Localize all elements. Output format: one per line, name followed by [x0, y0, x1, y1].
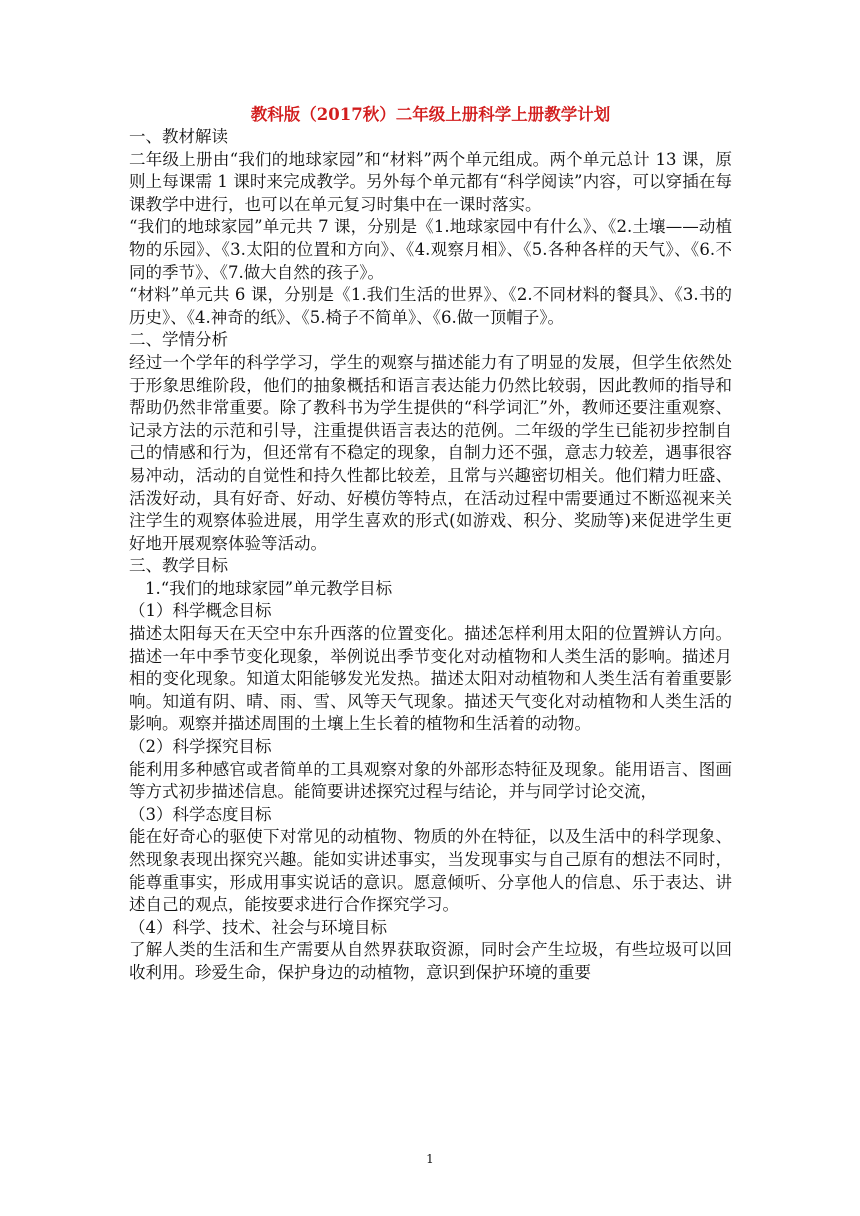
document-title: 教科版（2017秋）二年级上册科学上册教学计划: [250, 105, 611, 124]
paragraph-unit-earth-lessons: “我们的地球家园”单元共 7 课，分别是《1.地球家园中有什么》、《2.土壤——动植物的乐园》、《3.太阳的位置和方向》、《4.观察月相》、《5.各种各样的天气》、《6.不同的季节》、《7.做大自然的孩子》。: [129, 217, 732, 282]
unit-goals-heading: 1.“我们的地球家园”单元教学目标: [145, 578, 393, 598]
section-heading-goals: 三、教学目标: [129, 556, 228, 576]
goal-heading-inquiry: （2）科学探究目标: [129, 737, 272, 757]
page-number: 1: [426, 1152, 434, 1166]
paragraph-concept-goals: 描述太阳每天在天空中东升西落的位置变化。描述怎样利用太阳的位置辨认方向。描述一年中季节变化现象，举例说出季节变化对动植物和人类生活的影响。描述月相的变化现象。知道太阳能够发光发热。描述太阳对动植物和人类生活有着重要影响。知道有阴、晴、雨、雪、风等天气现象。描述天气变化对动植物和人类生活的影响。观察并描述周围的土壤上生长着的植物和生活着的动物。: [129, 624, 732, 734]
paragraph-unit-materials-lessons: “材料”单元共 6 课，分别是《1.我们生活的世界》、《2.不同材料的餐具》、《3.书的历史》、《4.神奇的纸》、《5.椅子不简单》、《6.做一顶帽子》。: [129, 285, 732, 327]
paragraph-student-analysis: 经过一个学年的科学学习，学生的观察与描述能力有了明显的发展，但学生依然处于形象思维阶段，他们的抽象概括和语言表达能力仍然比较弱，因此教师的指导和帮助仍然非常重要。除了教科书为学生提供的“科学词汇”外，教师还要注重观察、记录方法的示范和引导，注重提供语言表达的范例。二年级的学生已能初步控制自己的情感和行为，但还常有不稳定的现象，自制力还不强，意志力较差，遇事很容易冲动，活动的自觉性和持久性都比较差，且常与兴趣密切相关。他们精力旺盛、活泼好动，具有好奇、好动、好模仿等特点，在活动过程中需要通过不断巡视来关注学生的观察体验进展，用学生喜欢的形式(如游戏、积分、奖励等)来促进学生更好地开展观察体验等活动。: [129, 352, 732, 553]
paragraph-inquiry-goals: 能利用多种感官或者简单的工具观察对象的外部形态特征及现象。能用语言、图画等方式初步描述信息。能简要讲述探究过程与结论，并与同学讨论交流，: [129, 759, 732, 802]
paragraph-textbook-overview: 二年级上册由“我们的地球家园”和“材料”两个单元组成。两个单元总计 13 课，原则上每课需 1 课时来完成教学。另外每个单元都有“科学阅读”内容，可以穿插在每课教学中进行，也可以在单元复习时集中在一课时落实。: [129, 149, 732, 214]
paragraph-attitude-goals: 能在好奇心的驱使下对常见的动植物、物质的外在特征，以及生活中的科学现象、然现象表现出探究兴趣。能如实讲述事实，当发现事实与自己原有的想法不同时，能尊重事实，形成用事实说话的意识。愿意倾听、分享他人的信息、乐于表达、讲述自己的观点，能按要求进行合作探究学习。: [129, 827, 732, 915]
goal-heading-concepts: （1）科学概念目标: [129, 601, 272, 621]
section-heading-students: 二、学情分析: [129, 330, 228, 350]
section-heading-textbook: 一、教材解读: [129, 127, 228, 146]
paragraph-stse-goals: 了解人类的生活和生产需要从自然界获取资源，同时会产生垃圾，有些垃圾可以回收利用。珍爱生命，保护身边的动植物，意识到保护环境的重要: [129, 940, 732, 982]
goal-heading-attitude: （3）科学态度目标: [129, 804, 272, 824]
goal-heading-stse: （4）科学、技术、社会与环境目标: [129, 917, 387, 937]
document-page: [129, 104, 732, 985]
